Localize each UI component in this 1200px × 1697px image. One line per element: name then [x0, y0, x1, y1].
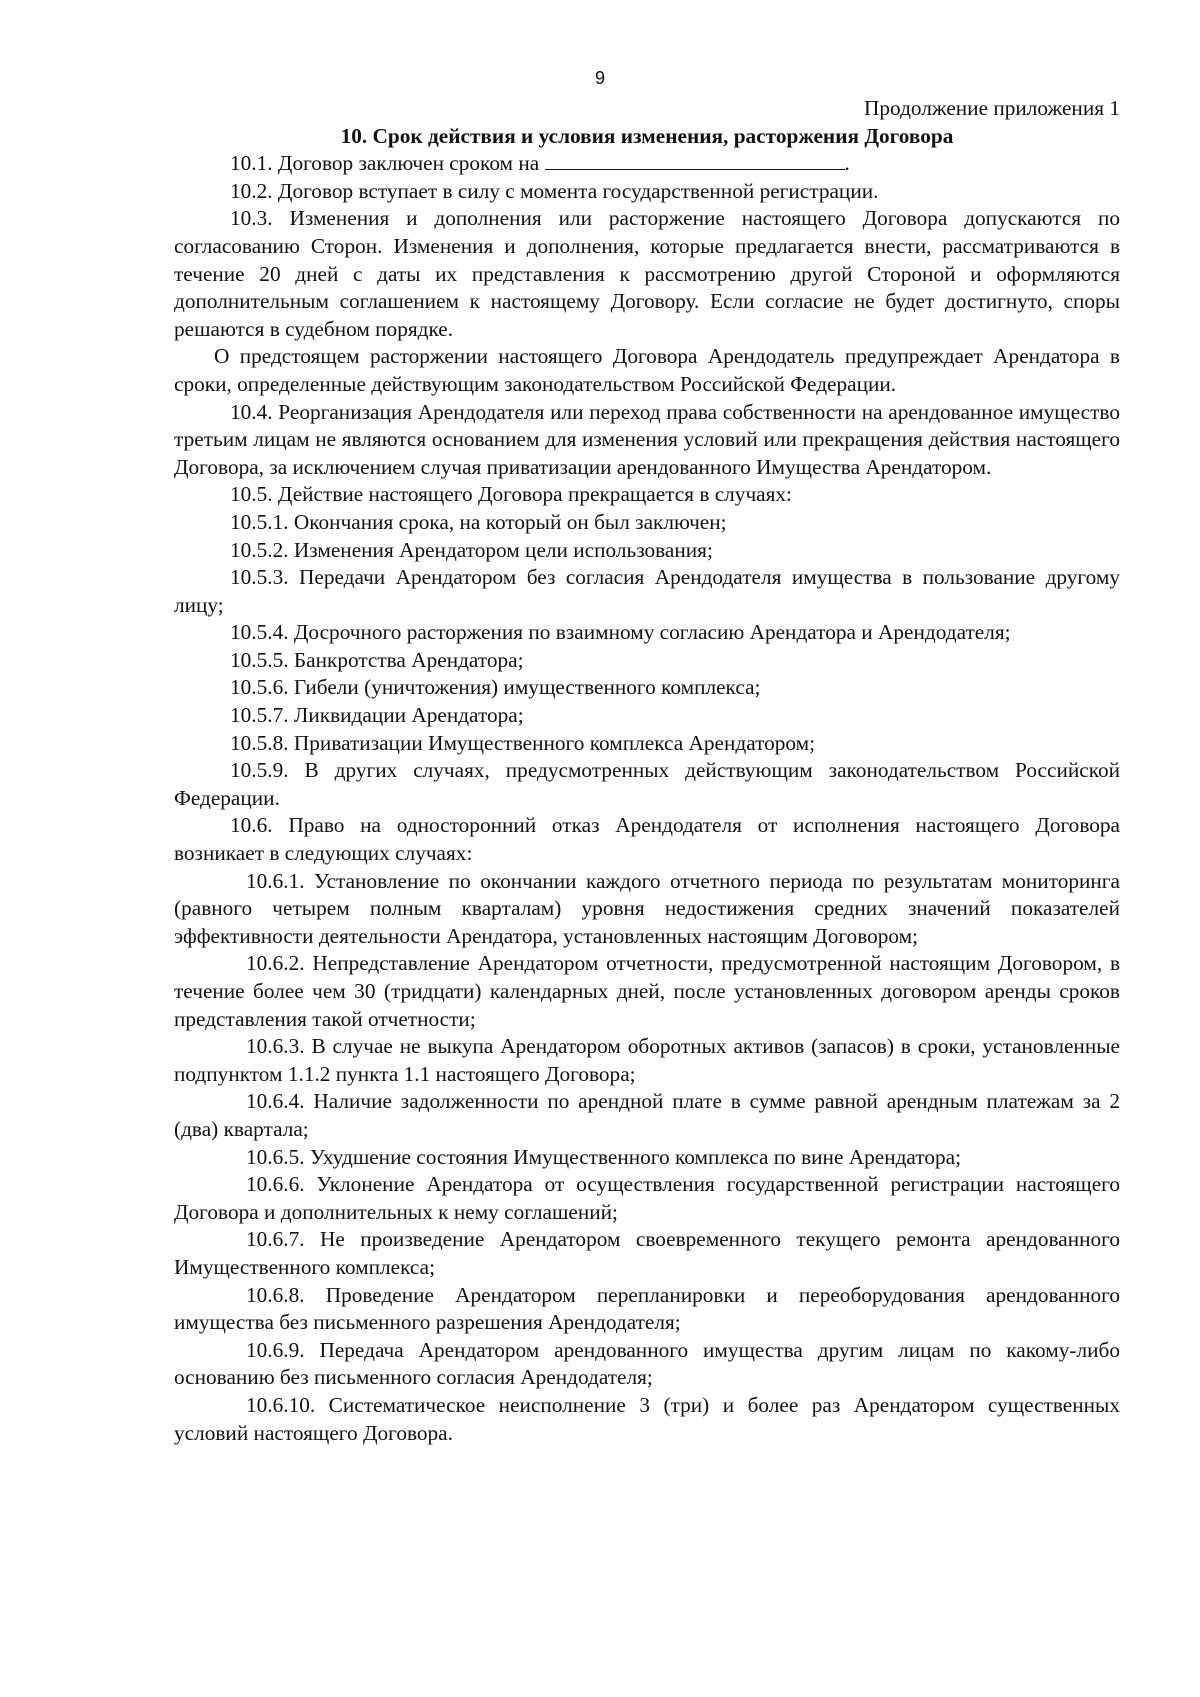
document-body [174, 95, 1120, 1447]
clause-10-3: 10.3. Изменения и дополнения или расторжение настоящего Договора допускаются по согласованию Сторон. Изменения и дополнения, которые предлагается внести, рассматриваются в течение 20 дней с даты их представления к рассмотрению другой Стороной и оформляются дополнительным соглашением к настоящему Договору. Если согласие не будет достигнуто, споры решаются в судебном порядке. [174, 206, 1120, 341]
clause-10-5-9: 10.5.9. В других случаях, предусмотренных действующим законодательством Российской Федерации. [174, 758, 1120, 810]
clause-10-6-6: 10.6.6. Уклонение Арендатора от осуществления государственной регистрации настоящего Договора и дополнительных к нему соглашений; [174, 1172, 1120, 1224]
section-title: 10. Срок действия и условия изменения, расторжения Договора [340, 123, 954, 148]
clause-10-5-2: 10.5.2. Изменения Арендатором цели использования; [230, 537, 713, 562]
page-number: 9 [594, 68, 605, 88]
clause-10-6-4: 10.6.4. Наличие задолженности по арендной плате в сумме равной арендным платежам за 2 (два) квартала; [174, 1089, 1120, 1141]
clause-10-6: 10.6. Право на односторонний отказ Арендодателя от исполнения настоящего Договора возникает в следующих случаях: [174, 813, 1120, 866]
clause-10-6-5: 10.6.5. Ухудшение состояния Имущественного комплекса по вине Арендатора; [246, 1144, 962, 1169]
clause-10-6-9: 10.6.9. Передача Арендатором арендованного имущества другим лицам по какому-либо основанию без письменного согласия Арендодателя; [174, 1337, 1120, 1390]
clause-10-6-7: 10.6.7. Не произведение Арендатором своевременного текущего ремонта арендованного Имущественного комплекса; [174, 1227, 1120, 1279]
clause-10-5-3: 10.5.3. Передачи Арендатором без согласия Арендодателя имущества в пользование другому лицу; [174, 565, 1120, 617]
clause-10-6-3: 10.6.3. В случае не выкупа Арендатором оборотных активов (запасов) в сроки, установленные подпунктом 1.1.2 пункта 1.1 настоящего Договора; [174, 1034, 1120, 1086]
clause-10-3-notice: О предстоящем расторжении настоящего Договора Арендодатель предупреждает Арендатора в сроки, определенные действующим законодательством Российской Федерации. [174, 344, 1120, 396]
clause-10-5-4: 10.5.4. Досрочного расторжения по взаимному согласию Арендатора и Арендодателя; [230, 620, 1011, 645]
clause-10-1 [174, 150, 1120, 178]
clause-10-4: 10.4. Реорганизация Арендодателя или переход права собственности на арендованное имущество третьим лицам не являются основанием для изменения условий или прекращения действия настоящего Договора, за исключением случая приватизации арендованного Имущества Арендатором. [174, 399, 1120, 479]
clause-10-5-7: 10.5.7. Ликвидации Арендатора; [230, 703, 524, 728]
clause-10-5-1: 10.5.1. Окончания срока, на который он был заключен; [230, 509, 727, 534]
clause-10-5: 10.5. Действие настоящего Договора прекращается в случаях: [230, 482, 792, 507]
clause-10-6-2: 10.6.2. Непредставление Арендатором отчетности, предусмотренной настоящим Договором, в течение более чем 30 (тридцати) календарных дней, после установленных договором аренды сроков представления такой отчетности; [174, 951, 1120, 1031]
clause-10-5-5: 10.5.5. Банкротства Арендатора; [230, 647, 524, 672]
clause-10-6-8: 10.6.8. Проведение Арендатором перепланировки и переоборудования арендованного имущества без письменного разрешения Арендодателя; [174, 1282, 1120, 1335]
clause-10-1-end: . [844, 151, 850, 176]
clause-10-5-6: 10.5.6. Гибели (уничтожения) имущественного комплекса; [230, 675, 761, 700]
clause-10-6-10: 10.6.10. Систематическое неисполнение 3 (три) и более раз Арендатором существенных условий настоящего Договора. [174, 1392, 1120, 1445]
term-blank-field [545, 151, 845, 170]
clause-10-5-8: 10.5.8. Приватизации Имущественного комплекса Арендатором; [230, 730, 816, 755]
clause-10-6-1: 10.6.1. Установление по окончании каждого отчетного периода по результатам мониторинга (равного четырем полным кварталам) уровня недостижения средних значений показателей эффективности деятельности Арендатора, установленных настоящим Договором; [174, 868, 1120, 948]
appendix-note: Продолжение приложения 1 [864, 96, 1120, 120]
clause-10-1-text: 10.1. Договор заключен сроком на [230, 151, 545, 176]
clause-10-2: 10.2. Договор вступает в силу с момента государственной регистрации. [230, 178, 879, 203]
